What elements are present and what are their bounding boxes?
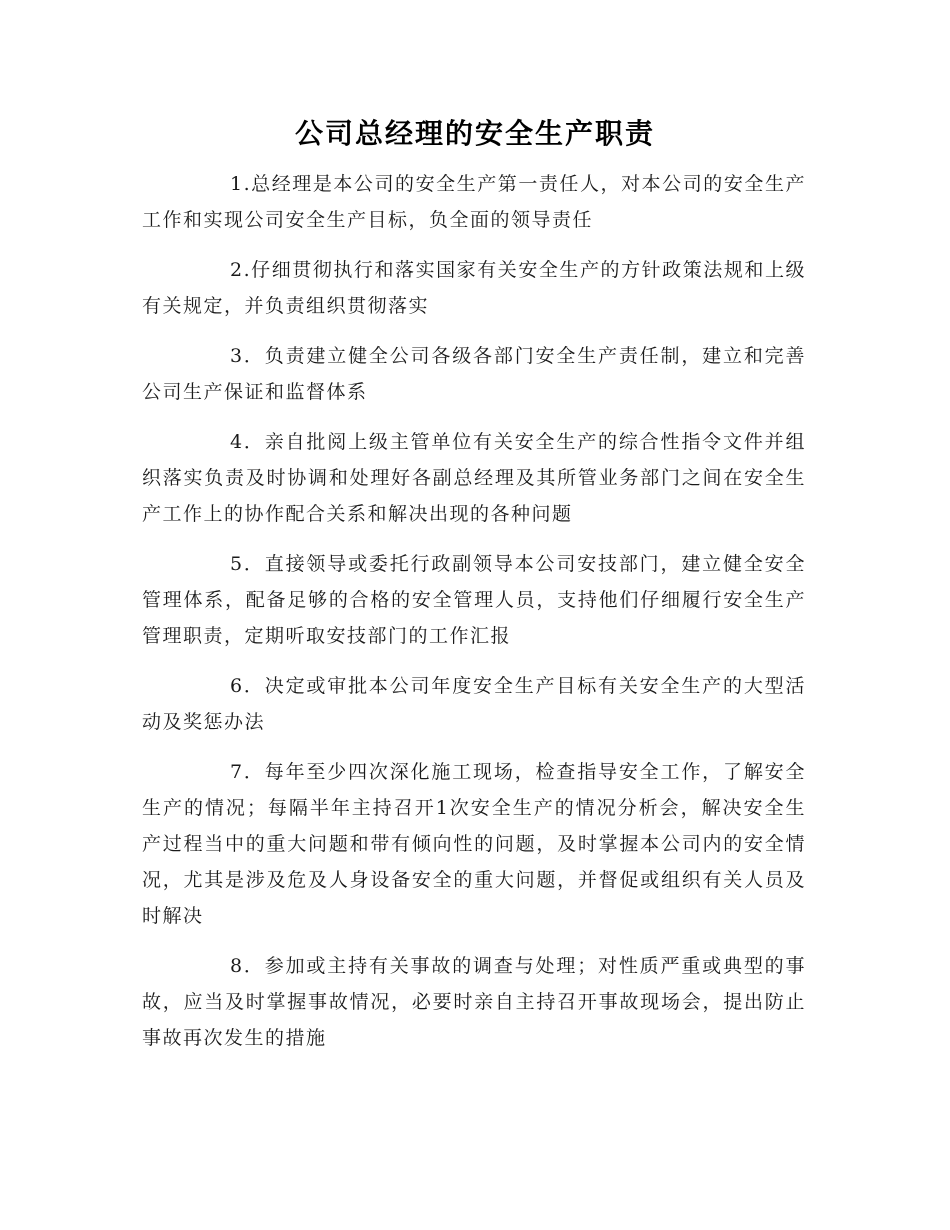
paragraph-3: 3．负责建立健全公司各级各部门安全生产责任制，建立和完善公司生产保证和监督体系 xyxy=(142,345,806,403)
paragraph-1: 1.总经理是本公司的安全生产第一责任人，对本公司的安全生产工作和实现公司安全生产目标，负全面的领导责任 xyxy=(142,173,806,231)
document-title: 公司总经理的安全生产职责 xyxy=(294,117,655,150)
document-body xyxy=(142,166,806,1070)
paragraph-4: 4．亲自批阅上级主管单位有关安全生产的综合性指令文件并组织落实负责及时协调和处理好各副总经理及其所管业务部门之间在安全生产工作上的协作配合关系和解决出现的各种问题 xyxy=(142,431,806,525)
paragraph-6: 6．决定或审批本公司年度安全生产目标有关安全生产的大型活动及奖惩办法 xyxy=(142,675,806,733)
paragraph-7: 7．每年至少四次深化施工现场，检查指导安全工作，了解安全生产的情况；每隔半年主持召开1次安全生产的情况分析会，解决安全生产过程当中的重大问题和带有倾向性的问题，及时掌握本公司内的安全情况，尤其是涉及危及人身设备安全的重大问题，并督促或组织有关人员及时解决 xyxy=(142,761,806,927)
paragraph-2: 2.仔细贯彻执行和落实国家有关安全生产的方针政策法规和上级有关规定，并负责组织贯彻落实 xyxy=(142,259,806,317)
paragraph-5: 5．直接领导或委托行政副领导本公司安技部门，建立健全安全管理体系，配备足够的合格的安全管理人员，支持他们仔细履行安全生产管理职责，定期听取安技部门的工作汇报 xyxy=(142,553,806,647)
paragraph-8: 8．参加或主持有关事故的调查与处理；对性质严重或典型的事故，应当及时掌握事故情况，必要时亲自主持召开事故现场会，提出防止事故再次发生的措施 xyxy=(142,955,806,1049)
